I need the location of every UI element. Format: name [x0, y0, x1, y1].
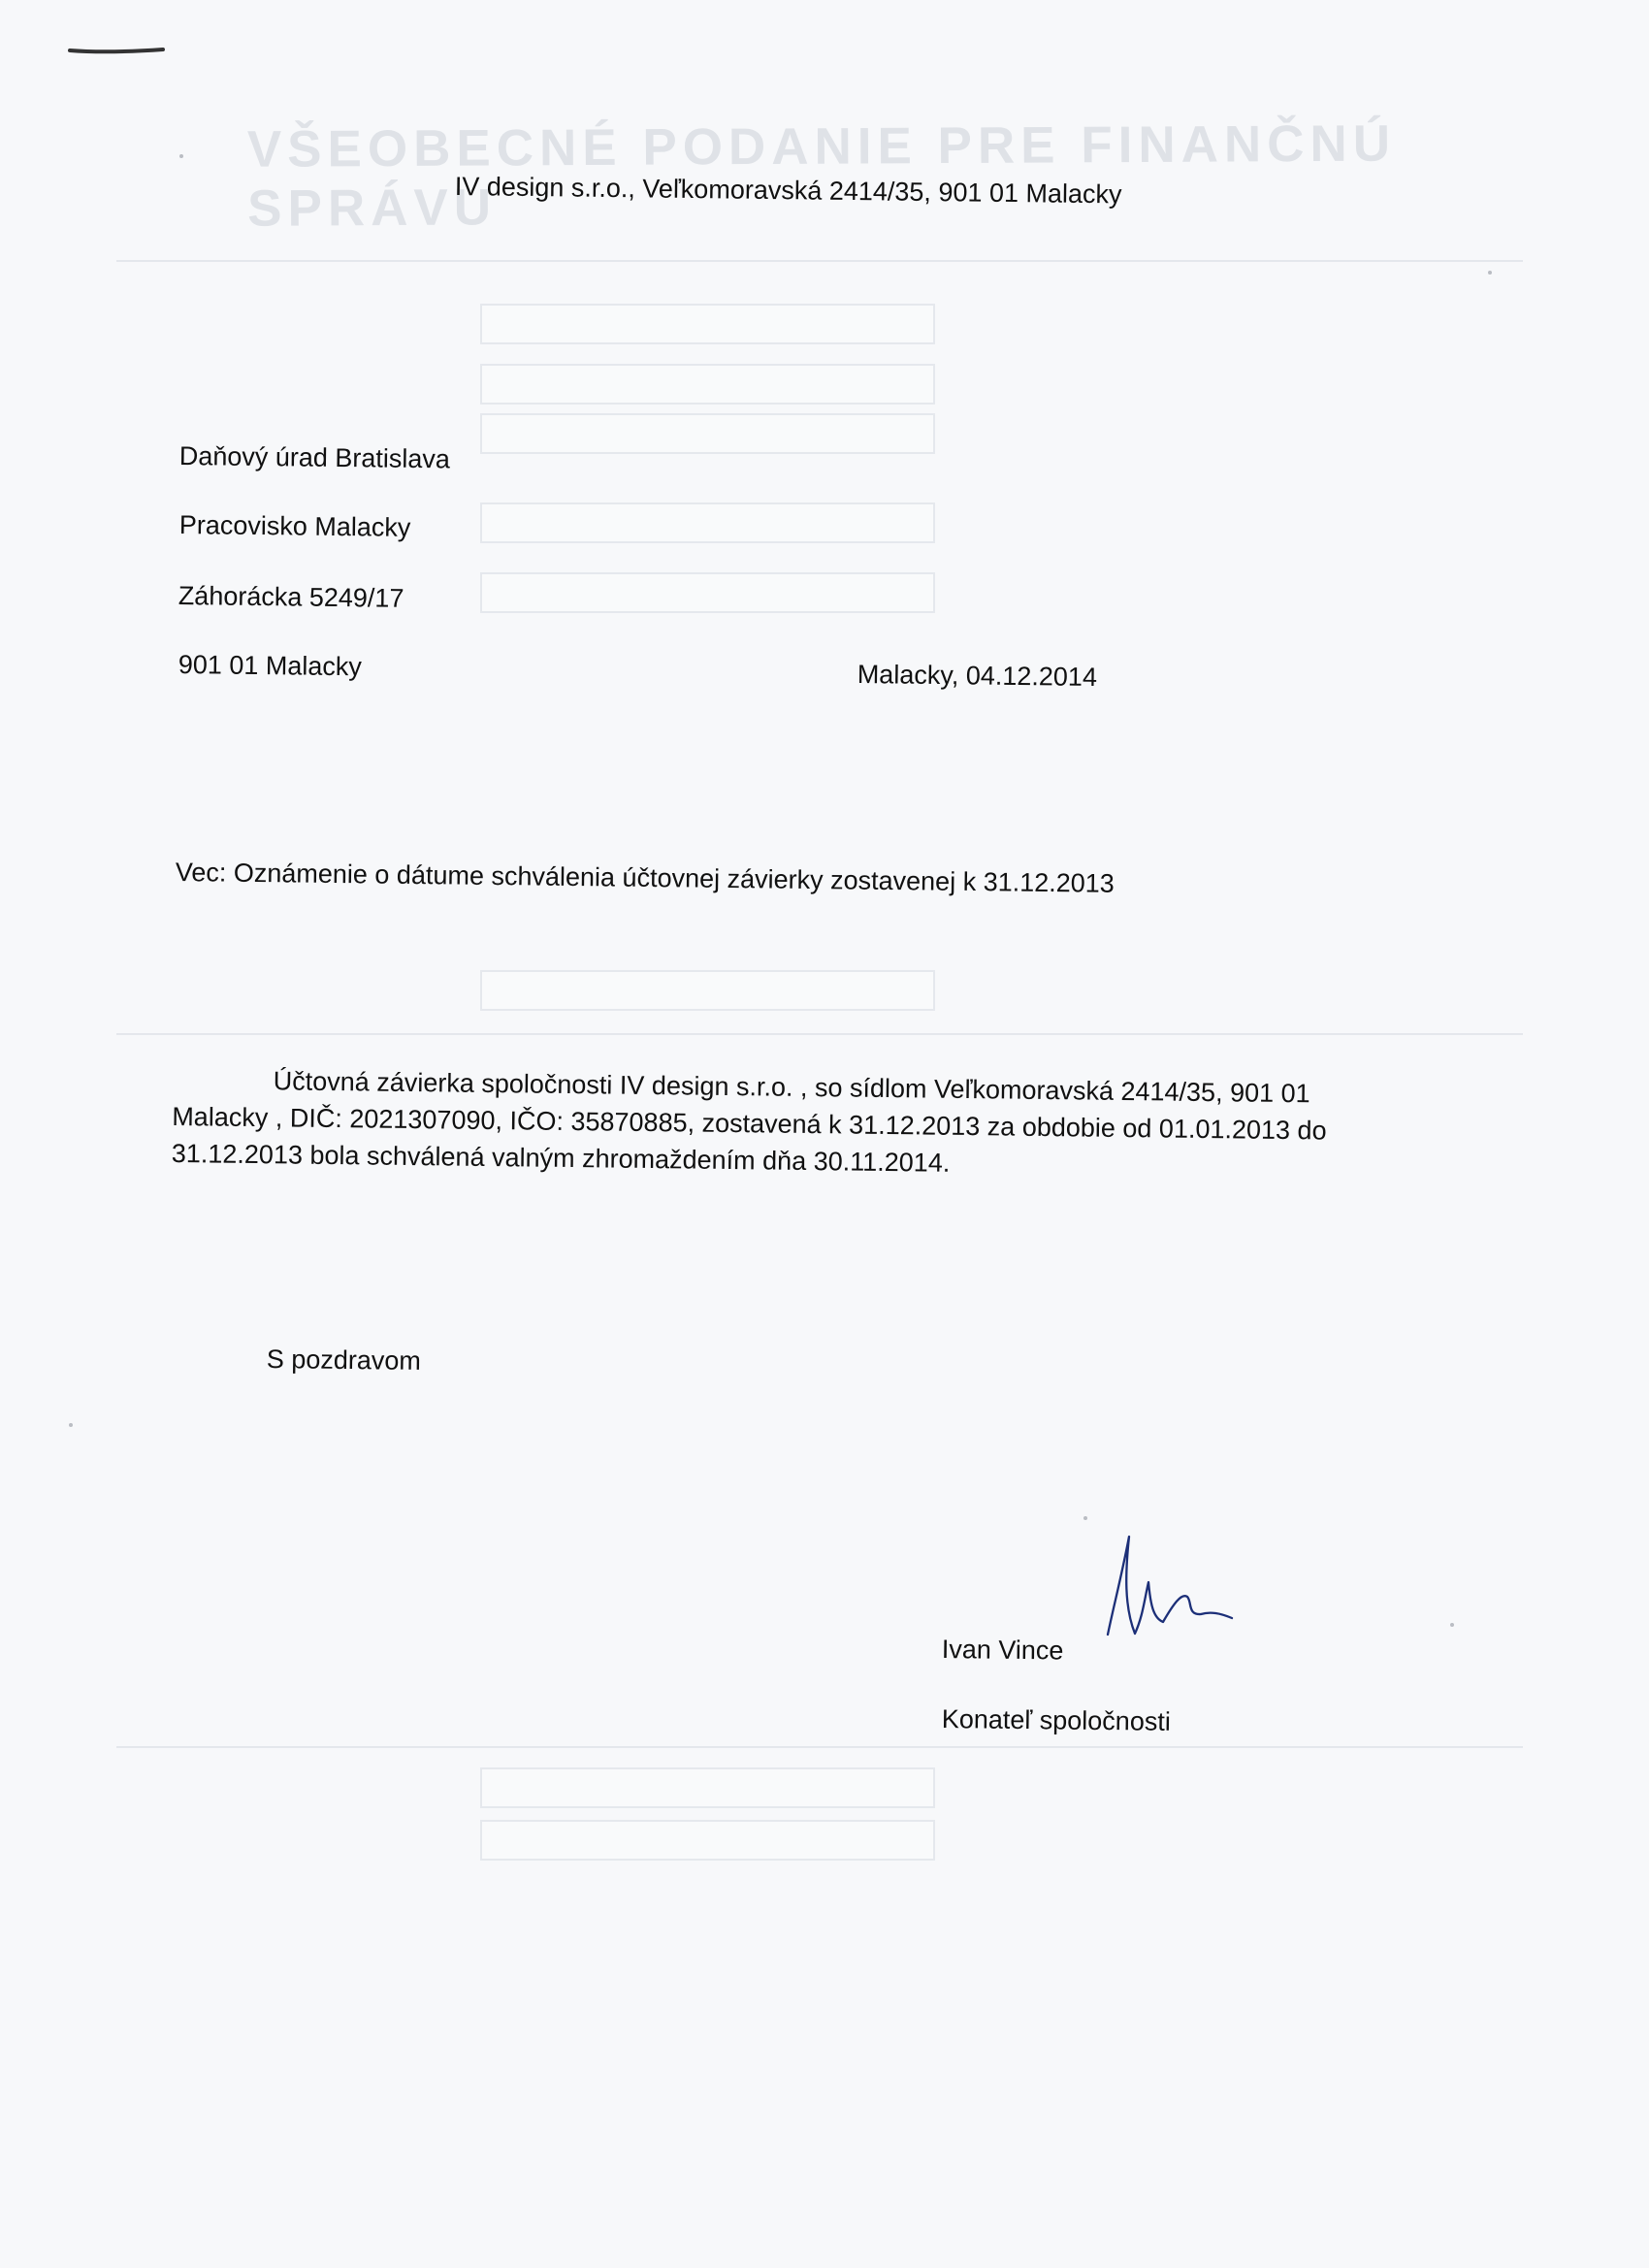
background-bleed-rule	[116, 1746, 1523, 1748]
background-bleed-field	[480, 1767, 935, 1808]
background-bleed-field	[480, 413, 935, 454]
recipient-line: Záhorácka 5249/17	[178, 580, 404, 613]
recipient-line: Pracovisko Malacky	[178, 509, 411, 542]
scan-speck	[1488, 271, 1492, 275]
scan-speck	[1450, 1623, 1454, 1627]
signer-role: Konateľ spoločnosti	[941, 1703, 1172, 1736]
recipient-line: Daňový úrad Bratislava	[178, 440, 451, 474]
background-bleed-title: VŠEOBECNÉ PODANIE PRE FINANČNÚ SPRÁVU	[246, 114, 1397, 238]
handwritten-signature	[1094, 1525, 1240, 1641]
scan-corner-mark	[68, 39, 165, 62]
place-date: Malacky, 04.12.2014	[857, 659, 1098, 693]
background-bleed-rule	[116, 260, 1523, 262]
background-bleed-field	[480, 364, 935, 405]
background-bleed-field	[480, 1820, 935, 1861]
letter-subject: Vec: Oznámenie o dátume schválenia účtovnej závierky zostavenej k 31.12.2013	[175, 857, 1115, 898]
recipient-line: 901 01 Malacky	[178, 649, 363, 682]
background-bleed-rule	[116, 1033, 1523, 1035]
scan-speck	[69, 1423, 73, 1427]
body-line: Účtovná závierka spoločnosti IV design s.r.o. , so sídlom Veľkomoravská 2414/35, 901 01	[273, 1066, 1310, 1109]
scan-speck	[1083, 1516, 1087, 1520]
signer-name: Ivan Vince	[941, 1634, 1064, 1666]
body-line: Malacky , DIČ: 2021307090, IČO: 35870885, zostavená k 31.12.2013 za obdobie od 01.01.2013 do	[172, 1101, 1327, 1146]
background-bleed-field	[480, 572, 935, 613]
body-line: 31.12.2013 bola schválená valným zhromaždením dňa 30.11.2014.	[171, 1138, 951, 1178]
letter-body	[172, 1061, 1375, 1186]
background-bleed-field	[480, 970, 935, 1011]
closing-greeting: S pozdravom	[266, 1344, 422, 1376]
background-bleed-field	[480, 304, 935, 344]
scan-speck	[179, 154, 183, 158]
sender-address: IV design s.r.o., Veľkomoravská 2414/35, 901 01 Malacky	[454, 171, 1122, 210]
background-bleed-field	[480, 502, 935, 543]
